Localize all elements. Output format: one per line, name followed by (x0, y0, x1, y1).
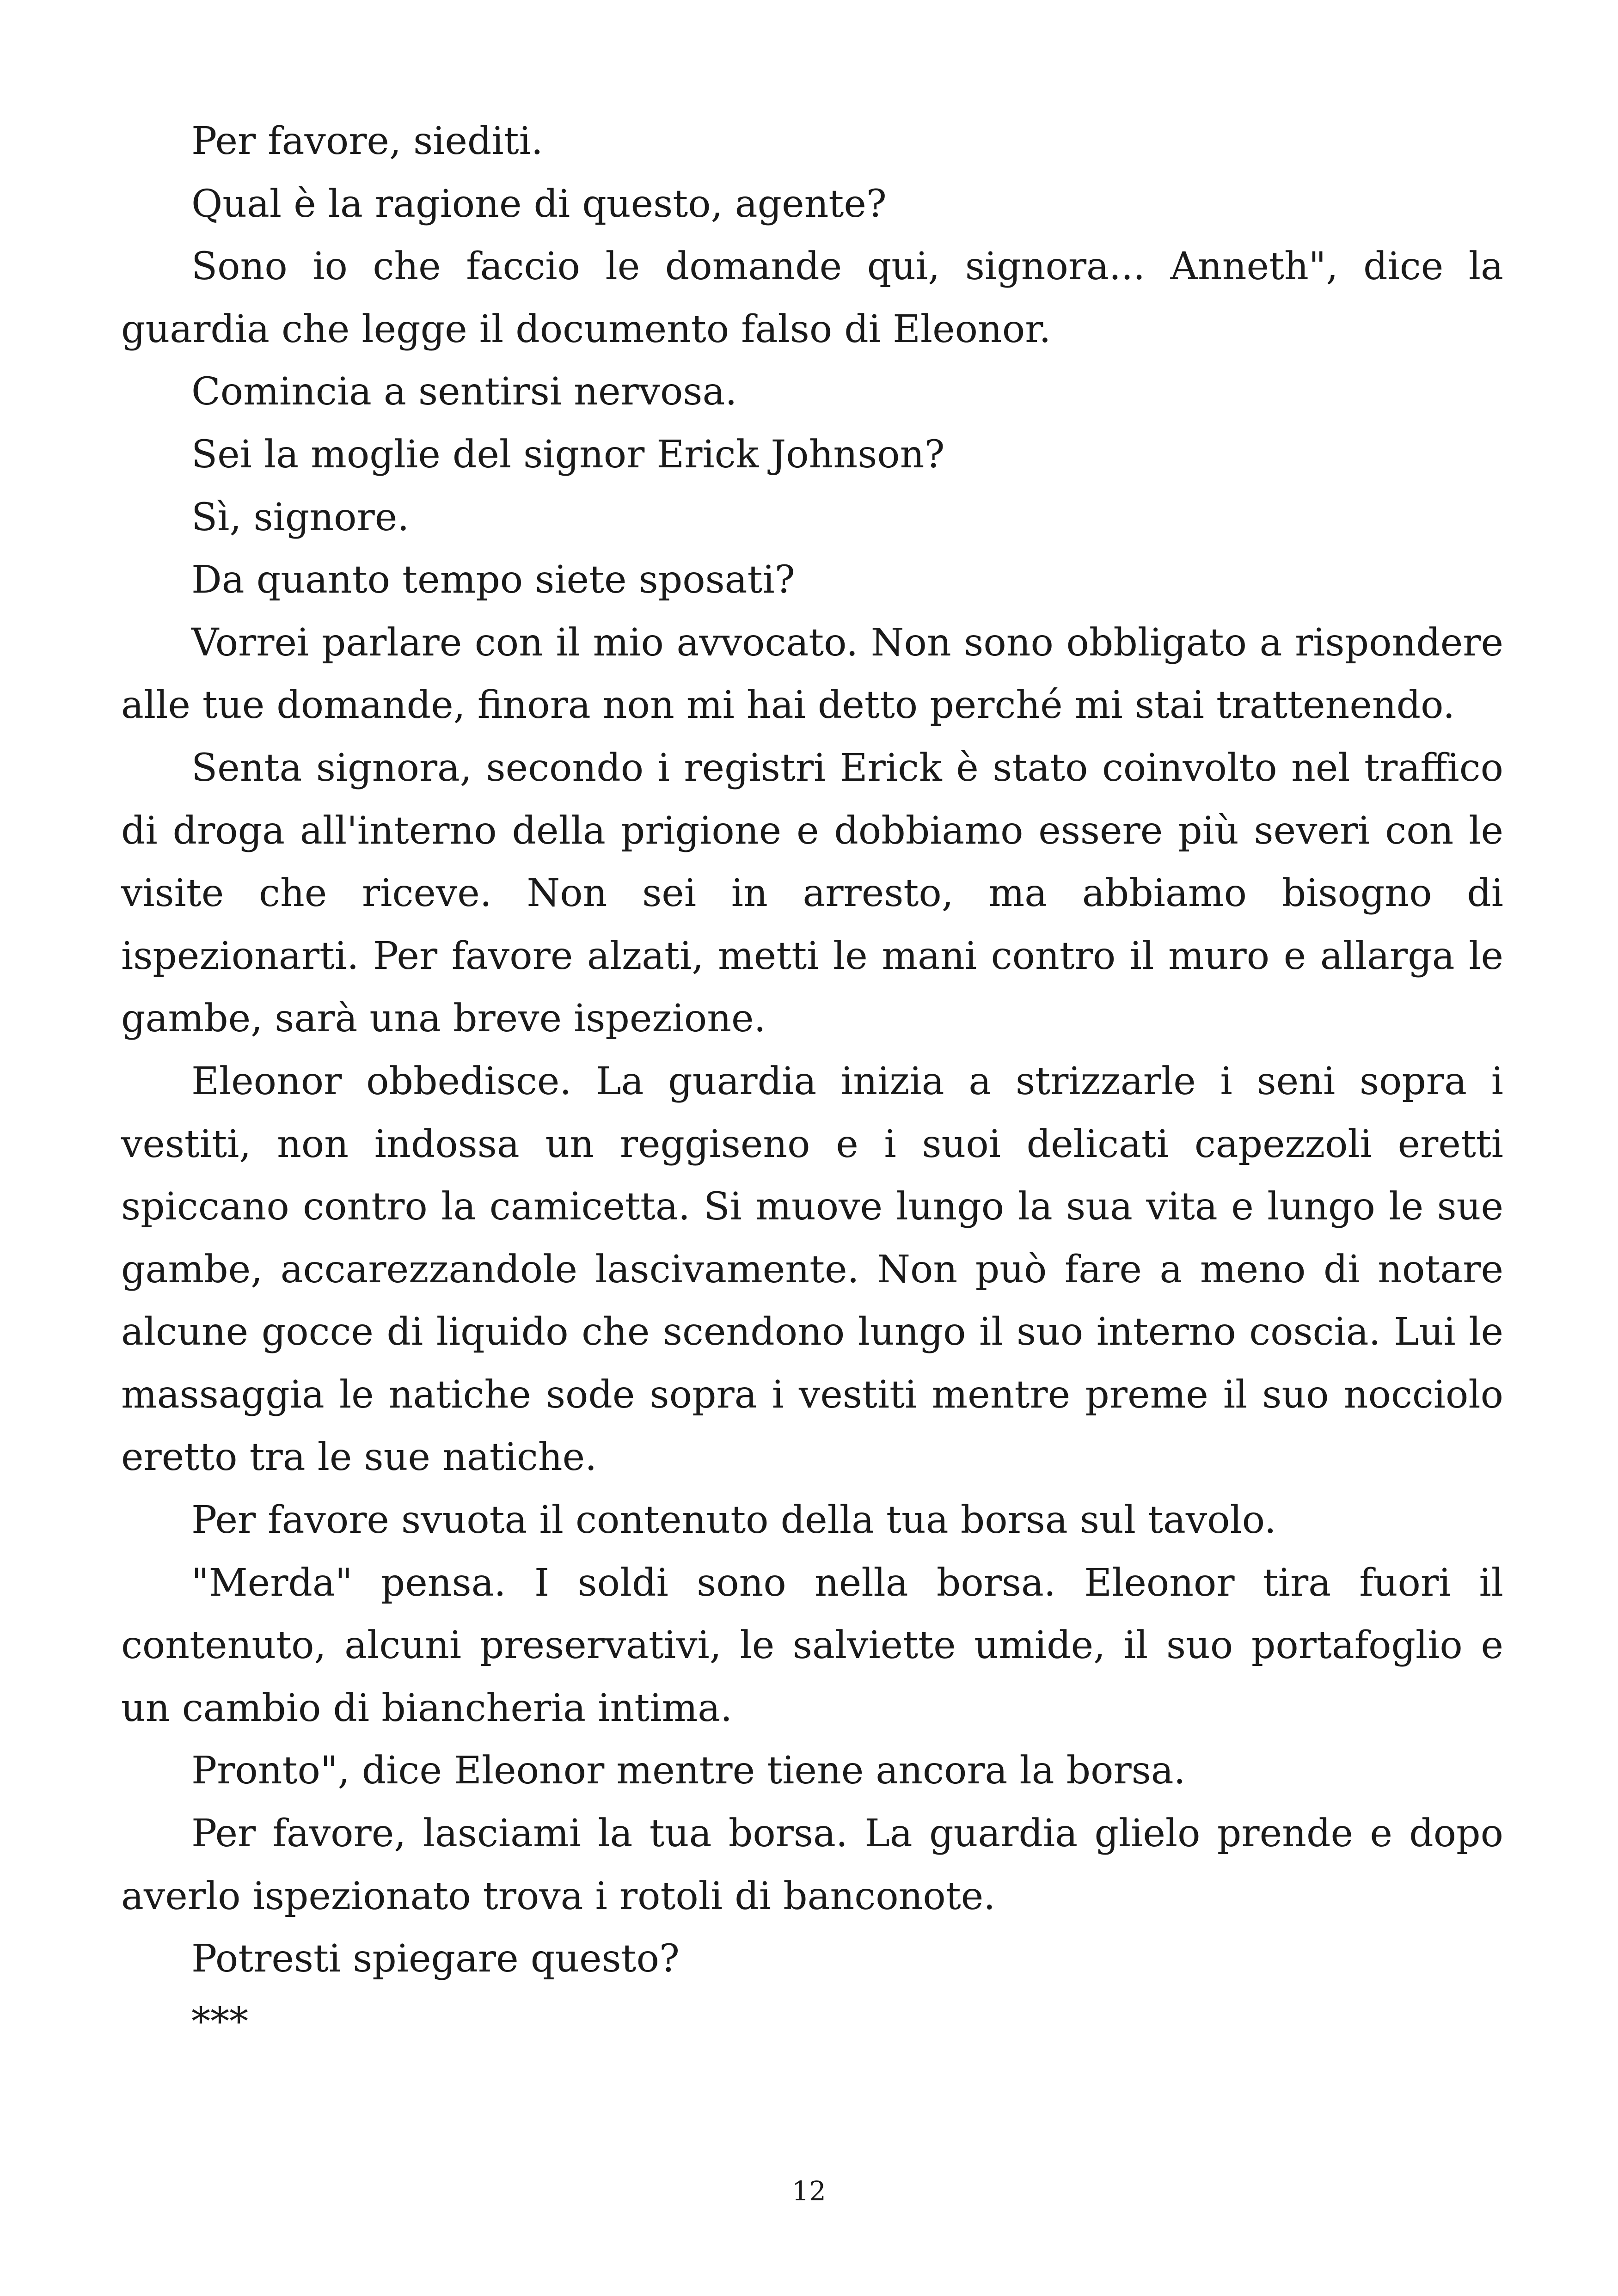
paragraph: Qual è la ragione di questo, agente? (191, 182, 887, 226)
paragraph: Da quanto tempo siete sposati? (191, 558, 795, 602)
page-number: 12 (792, 2175, 826, 2207)
paragraph: Per favore, lasciami la tua borsa. La guardia glielo prende e dopo averlo ispezionato trova i rotoli di banconote. (121, 1812, 1503, 1918)
paragraph: Comincia a sentirsi nervosa. (191, 370, 737, 414)
paragraph: Pronto", dice Eleonor mentre tiene ancora la borsa. (191, 1749, 1186, 1793)
paragraph: Sì, signore. (191, 495, 410, 539)
body-text (121, 110, 1503, 2053)
paragraph: Vorrei parlare con il mio avvocato. Non sono obbligato a rispondere alle tue domande, finora non mi hai detto perché mi stai trattenendo. (121, 620, 1503, 728)
paragraph: Eleonor obbedisce. La guardia inizia a strizzarle i seni sopra i vestiti, non indossa un reggiseno e i suoi delicati capezzoli eretti spiccano contro la camicetta. Si muove lungo la sua vita e lungo le sue gambe, accarezzandole lascivamente. Non può fare a meno di notare alcune gocce di liquido che scendono lungo il suo interno coscia. Lui le massaggia le natiche sode sopra i vestiti mentre preme il suo nocciolo eretto tra le sue natiche. (121, 1059, 1503, 1480)
paragraph: Per favore svuota il contenuto della tua borsa sul tavolo. (191, 1498, 1276, 1543)
paragraph: Sei la moglie del signor Erick Johnson? (191, 432, 945, 477)
paragraph: Potresti spiegare questo? (191, 1937, 680, 1981)
scene-break: *** (191, 1999, 248, 2044)
paragraph: Senta signora, secondo i registri Erick è stato coinvolto nel traffico di droga all'interno della prigione e dobbiamo essere più severi con le visite che riceve. Non sei in arresto, ma abbiamo bisogno di ispezionarti. Per favore alzati, metti le mani contro il muro e allarga le gambe, sarà una breve ispezione. (121, 746, 1503, 1041)
paragraph: Per favore, siediti. (191, 119, 543, 163)
paragraph: Sono io che faccio le domande qui, signora... Anneth", dice la guardia che legge il documento falso di Eleonor. (121, 245, 1503, 351)
paragraph: "Merda" pensa. I soldi sono nella borsa. Eleonor tira fuori il contenuto, alcuni preservativi, le salviette umide, il suo portafoglio e un cambio di biancheria intima. (121, 1561, 1503, 1730)
